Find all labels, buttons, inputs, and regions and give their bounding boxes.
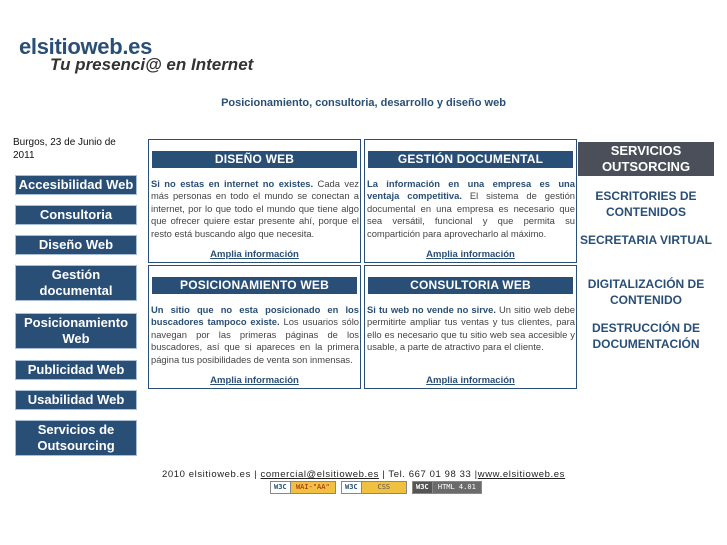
panel-description: El sistema de gestión documental en una empresa es necesario que sea versátil, funcional y que permita su compartición para aprovecharlo al máximo. xyxy=(367,190,575,239)
panel-lead: La información en una empresa es una ventaja competitiva. xyxy=(367,178,575,202)
service-destruccion-documentacion[interactable]: DESTRUCCIÓN DE DOCUMENTACIÓN xyxy=(591,321,700,351)
panel-more-link[interactable]: Amplia información xyxy=(210,375,299,386)
panel-diseno-web xyxy=(148,139,361,263)
site-tagline: Tu presenci@ en Internet xyxy=(50,55,254,74)
nav-servicios-outsourcing[interactable]: Servicios de Outsourcing xyxy=(15,420,137,456)
footer-copyright: 2010 elsitioweb.es | xyxy=(161,469,258,480)
panel-posicionamiento-web xyxy=(148,265,361,389)
panel-description: Cada vez más personas en todo el mundo se conectan a internet, por lo que todo el mundo que tiene algo que ofrecer quiere estar presente ahí, porque el resto está buscando algo que necesita. xyxy=(151,178,359,239)
panel-description: Los usuarios sólo navegan por las primeras páginas de los buscadores, así que si apareces en la primera página tus posibilidades de venta son inmensas. xyxy=(151,316,359,365)
w3c-logo-icon: W3C xyxy=(342,482,362,493)
badge-label: HTML 4.01 xyxy=(433,482,481,493)
panel-title: GESTIÓN DOCUMENTAL xyxy=(368,151,573,168)
badge-label: WAI-"AA" xyxy=(291,482,335,493)
panel-lead: Si tu web no vende no sirve. xyxy=(367,304,496,315)
panel-lead: Si no estas en internet no existes. xyxy=(151,178,314,189)
current-date: Burgos, 23 de Junio de 2011 xyxy=(13,137,116,161)
css-badge[interactable] xyxy=(341,481,407,494)
service-secretaria-virtual[interactable]: SECRETARIA VIRTUAL xyxy=(580,233,712,247)
nav-posicionamiento-web[interactable]: Posicionamiento Web xyxy=(15,313,137,349)
wai-aa-badge[interactable] xyxy=(270,481,336,494)
panel-text xyxy=(367,304,575,354)
nav-consultoria[interactable]: Consultoria xyxy=(15,205,137,225)
panel-description: Un sitio web debe permitirte ampliar tus ventas y tus clientes, para ello es necesario que tu sitio web sea accesible y usable, a parte de atractivo para el cliente. xyxy=(367,304,575,353)
w3c-logo-icon: W3C xyxy=(413,482,433,493)
footer-email-link[interactable]: comercial@elsitioweb.es xyxy=(260,469,379,480)
footer-line xyxy=(0,469,727,480)
panel-consultoria-web xyxy=(364,265,577,389)
service-digitalizacion-contenido[interactable]: DIGITALIZACIÓN DE CONTENIDO xyxy=(587,277,705,307)
service-escritores-contenidos[interactable]: ESCRITORIES DE CONTENIDOS xyxy=(595,189,697,219)
panel-title: DISEÑO WEB xyxy=(152,151,357,168)
w3c-logo-icon: W3C xyxy=(271,482,291,493)
panel-more-link[interactable]: Amplia información xyxy=(426,249,515,260)
nav-publicidad-web[interactable]: Publicidad Web xyxy=(15,360,137,380)
panel-title: POSICIONAMIENTO WEB xyxy=(152,277,357,294)
services-header: SERVICIOS OUTSORCING xyxy=(578,142,714,176)
nav-usabilidad-web[interactable]: Usabilidad Web xyxy=(15,390,137,410)
panel-more-link[interactable]: Amplia información xyxy=(210,249,299,260)
nav-gestion-documental[interactable]: Gestión documental xyxy=(15,265,137,301)
panel-gestion-documental xyxy=(364,139,577,263)
panel-lead: Un sitio que no esta posicionado en los buscadores tampoco existe. xyxy=(151,304,359,328)
nav-diseno-web[interactable]: Diseño Web xyxy=(15,235,137,255)
panel-text xyxy=(367,178,575,240)
panel-title: CONSULTORIA WEB xyxy=(368,277,573,294)
footer-site-link[interactable]: www.elsitioweb.es xyxy=(477,469,566,480)
site-logo[interactable]: elsitioweb.es xyxy=(19,34,153,59)
panel-more-link[interactable]: Amplia información xyxy=(426,375,515,386)
footer-phone: | Tel. 667 01 98 33 | xyxy=(378,469,478,480)
panel-text xyxy=(151,178,359,240)
nav-accesibilidad-web[interactable]: Accesibilidad Web xyxy=(15,175,137,195)
html-badge[interactable] xyxy=(412,481,482,494)
badge-label: CSS xyxy=(362,482,406,493)
panel-text xyxy=(151,304,359,366)
page-subtitle: Posicionamiento, consultoria, desarrollo y diseño web xyxy=(221,97,506,109)
